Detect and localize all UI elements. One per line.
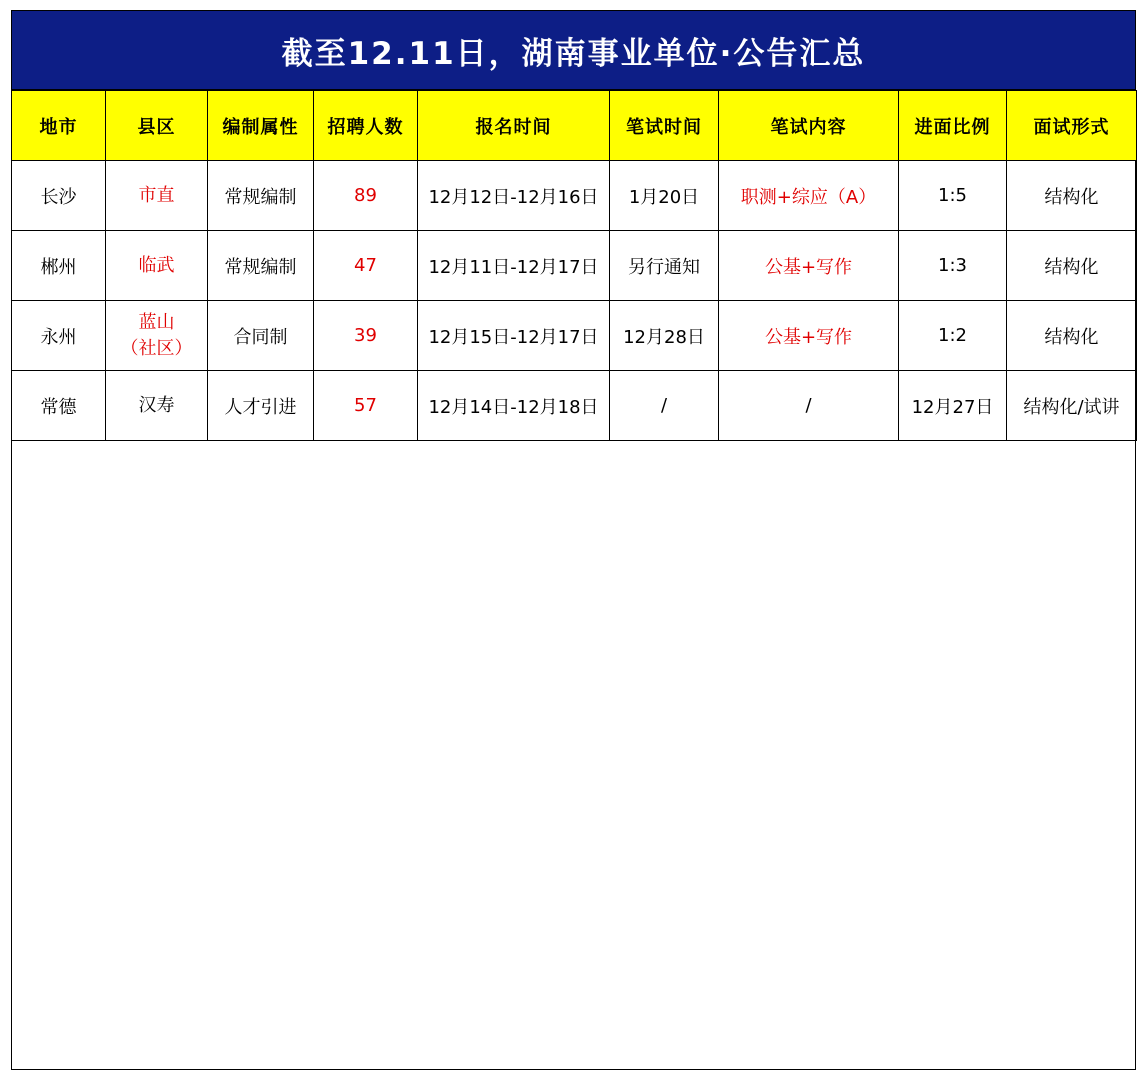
cell-signup: 12月12日-12月16日 <box>418 161 610 231</box>
header-ratio: 进面比例 <box>899 91 1007 161</box>
header-count: 招聘人数 <box>314 91 418 161</box>
header-signup: 报名时间 <box>418 91 610 161</box>
cell-interview: 结构化 <box>1007 301 1137 371</box>
cell-type: 人才引进 <box>208 371 314 441</box>
cell-interview: 结构化 <box>1007 231 1137 301</box>
summary-table <box>11 90 1137 441</box>
cell-type: 常规编制 <box>208 231 314 301</box>
table-row <box>12 371 1137 441</box>
cell-exam-content: 公基+写作 <box>719 301 899 371</box>
cell-interview: 结构化 <box>1007 161 1137 231</box>
cell-city: 永州 <box>12 301 106 371</box>
header-interview: 面试形式 <box>1007 91 1137 161</box>
cell-count: 47 <box>314 231 418 301</box>
cell-exam-date: 另行通知 <box>610 231 719 301</box>
cell-ratio: 1:3 <box>899 231 1007 301</box>
cell-county <box>106 371 208 441</box>
cell-exam-date: / <box>610 371 719 441</box>
header-exam-date: 笔试时间 <box>610 91 719 161</box>
cell-count: 89 <box>314 161 418 231</box>
cell-ratio: 12月27日 <box>899 371 1007 441</box>
header-county: 县区 <box>106 91 208 161</box>
cell-ratio: 1:5 <box>899 161 1007 231</box>
cell-city: 常德 <box>12 371 106 441</box>
cell-county-line: 蓝山 <box>138 311 175 333</box>
cell-signup: 12月14日-12月18日 <box>418 371 610 441</box>
cell-signup: 12月11日-12月17日 <box>418 231 610 301</box>
cell-count: 39 <box>314 301 418 371</box>
page-title: 截至12.11日，湖南事业单位·公告汇总 <box>11 10 1136 90</box>
table-row <box>12 161 1137 231</box>
cell-exam-content: 职测+综应（A） <box>719 161 899 231</box>
cell-exam-content: 公基+写作 <box>719 231 899 301</box>
cell-county <box>106 231 208 301</box>
cell-exam-date: 1月20日 <box>610 161 719 231</box>
cell-city: 长沙 <box>12 161 106 231</box>
table-header-row <box>12 91 1137 161</box>
cell-county <box>106 301 208 371</box>
cell-type: 合同制 <box>208 301 314 371</box>
table-row <box>12 231 1137 301</box>
cell-interview: 结构化/试讲 <box>1007 371 1137 441</box>
cell-ratio: 1:2 <box>899 301 1007 371</box>
cell-count: 57 <box>314 371 418 441</box>
cell-county-line: （社区） <box>120 337 193 359</box>
cell-county-line: 临武 <box>138 254 175 276</box>
header-type: 编制属性 <box>208 91 314 161</box>
cell-city: 郴州 <box>12 231 106 301</box>
cell-type: 常规编制 <box>208 161 314 231</box>
cell-county-line: 市直 <box>138 184 175 206</box>
cell-county <box>106 161 208 231</box>
table-row <box>12 301 1137 371</box>
cell-exam-date: 12月28日 <box>610 301 719 371</box>
cell-exam-content: / <box>719 371 899 441</box>
cell-signup: 12月15日-12月17日 <box>418 301 610 371</box>
header-exam-content: 笔试内容 <box>719 91 899 161</box>
cell-county-line: 汉寿 <box>138 394 175 416</box>
header-city: 地市 <box>12 91 106 161</box>
